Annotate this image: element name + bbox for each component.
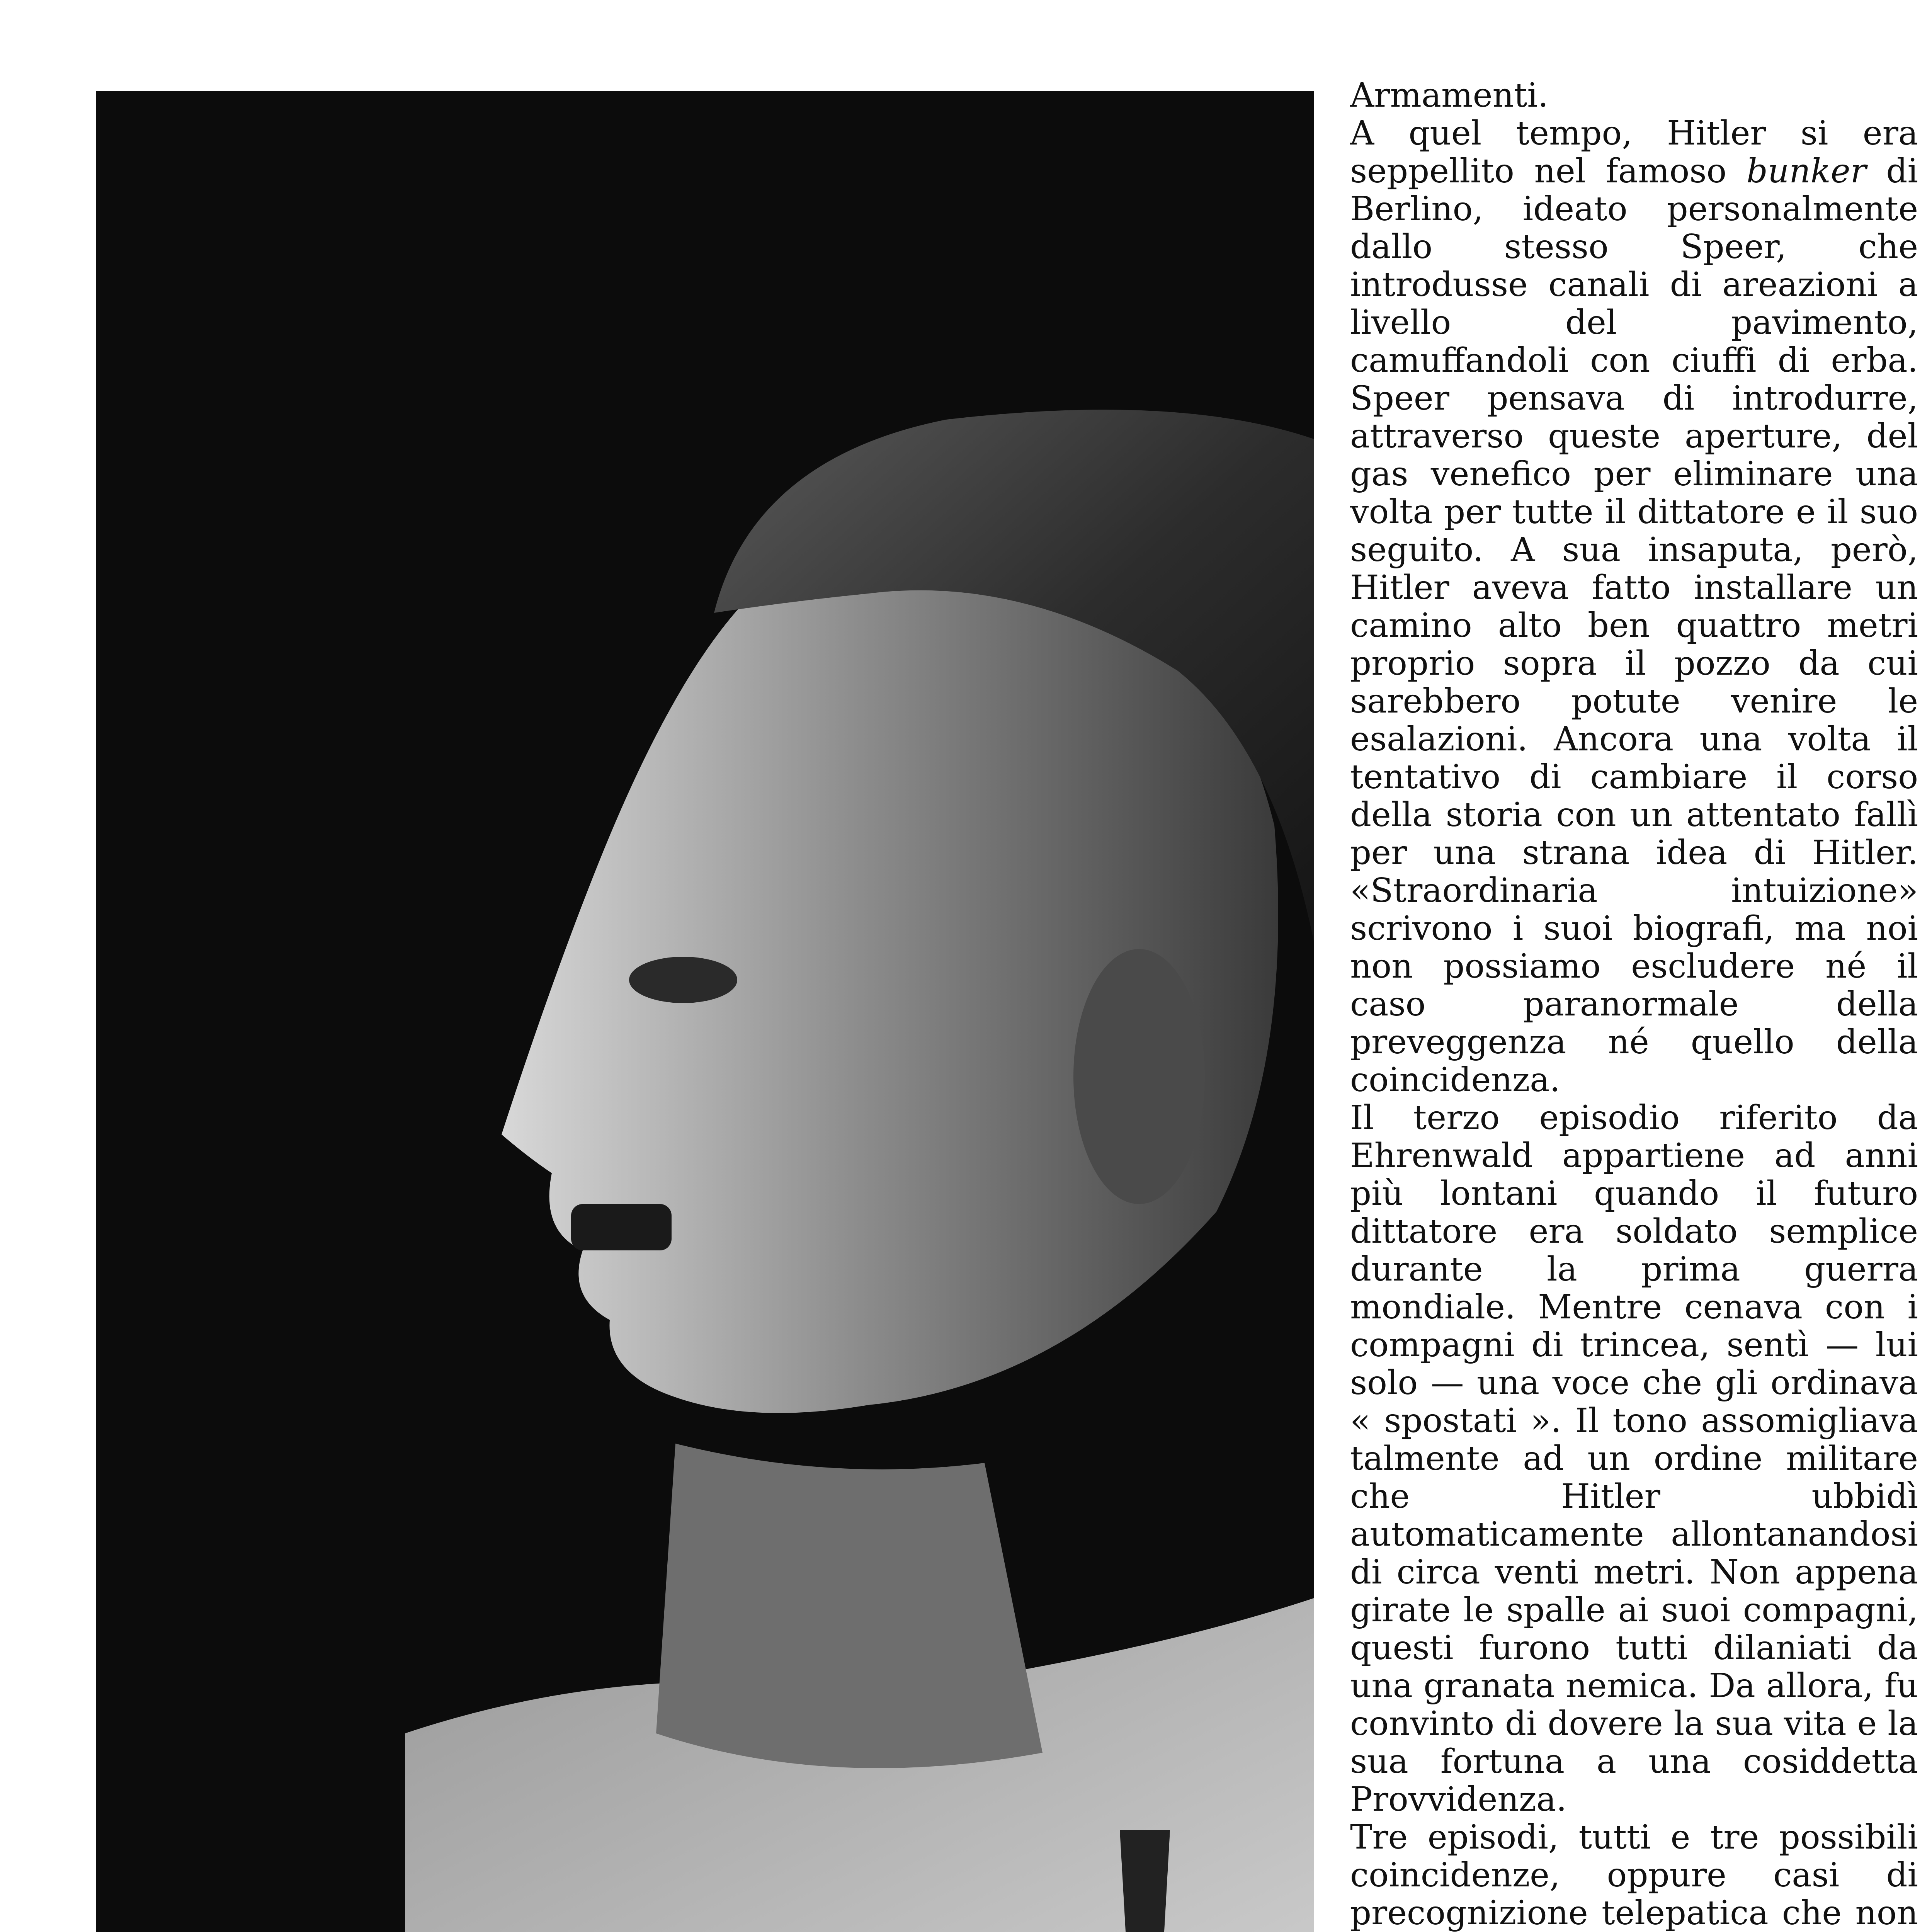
portrait-photo (96, 91, 1314, 1932)
article-column-right (1350, 77, 1918, 1932)
paragraph: Il terzo episodio riferito da Ehrenwald appartiene ad anni più lontani quando il futuro dittatore era soldato semplice durante la prima guerra mondiale. Mentre cenava con i compagni di trincea, sentì — lui solo — una voce che gli ordinava « spostati ». Il tono assomigliava talmente ad un ordine militare che Hitler ubbidì automaticamente allontanandosi di circa venti metri. Non appena girate le spalle ai suoi compagni, questi furono tutti dilaniati da una granata nemica. Da allora, fu convinto di dovere la sua vita e la sua fortuna a una cosiddetta Provvidenza. (1350, 1099, 1918, 1819)
paragraph: Armamenti. (1350, 76, 1549, 115)
paragraph: A quel tempo, Hitler si era seppellito nel famoso bunker di Berlino, ideato personalmente dallo stesso Speer, che introdusse canali di areazioni a livello del pavimento, camuffandoli con ciuffi di erba. Speer pensava di introdurre, attraverso queste aperture, del gas venefico per eliminare una volta per tutte il dittatore e il suo seguito. A sua insaputa, però, Hitler aveva fatto installare un camino alto ben quattro metri proprio sopra il pozzo da cui sarebbero potute venire le esalazioni. Ancora una volta il tentativo di cambiare il corso della storia con un attentato fallì per una strana idea di Hitler. «Straordinaria intuizione» scrivono i suoi biografi, ma noi non possiamo escludere né il caso paranormale della preveggenza né quello della coincidenza. (1350, 114, 1918, 1099)
paragraph: Tre episodi, tutti e tre possibili coincidenze, oppure casi di precognizione telepatica che non (1350, 1818, 1918, 1932)
emphasis: bunker (1746, 152, 1866, 190)
portrait-silhouette (96, 91, 1314, 1932)
